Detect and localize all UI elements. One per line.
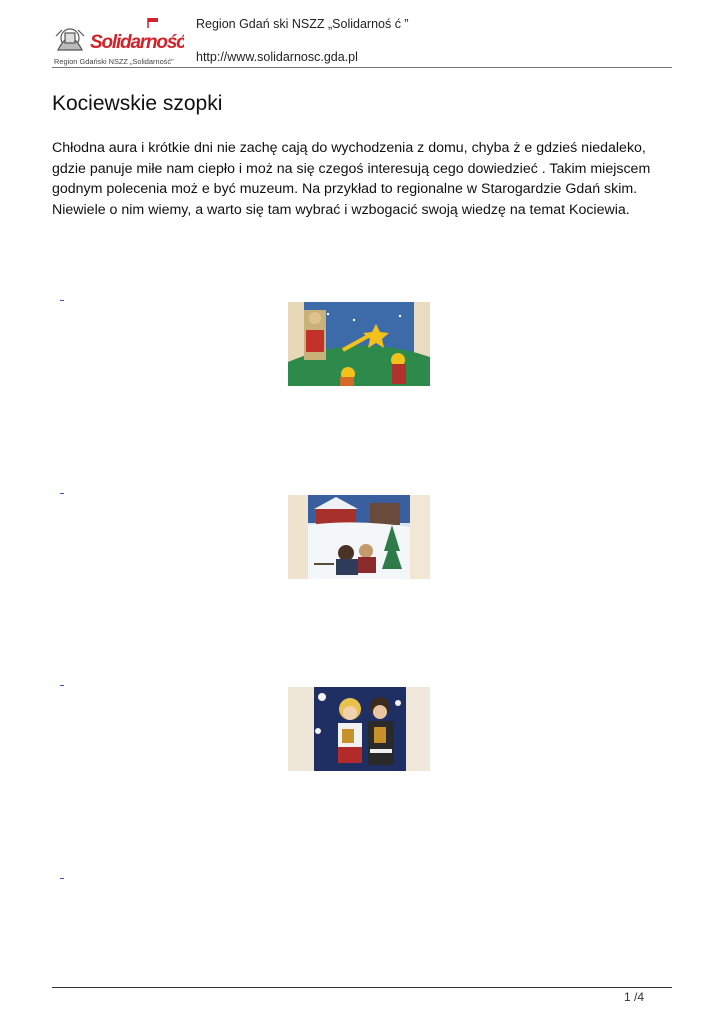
page-number: 1 /4 <box>624 990 645 1004</box>
logo-subtext: Region Gdański NSZZ „Solidarność” <box>54 57 174 66</box>
header-title: Region Gdań ski NSZZ „Solidarnoś ć ” <box>196 17 409 31</box>
header-divider <box>52 67 672 68</box>
article-paragraph <box>52 138 692 220</box>
paragraph-line: godnym polecenia moż e być muzeum. Na przykład to regionalne w Starogardzie Gdań skim. <box>52 181 638 197</box>
image-link-marker[interactable] <box>60 878 64 879</box>
image-link-marker[interactable] <box>60 685 64 686</box>
footer-divider <box>52 987 672 988</box>
logo-wordmark: Solidarność <box>90 32 184 53</box>
paragraph-line: Chłodna aura i krótkie dni nie zachę cają do wychodzenia z domu, chyba ż e gdzieś niedaleko, <box>52 140 646 156</box>
winter-village-painting[interactable] <box>288 495 430 579</box>
paragraph-line: Niewiele o nim wiemy, a warto się tam wybrać i wzbogacić swoją wiedzę na temat Kociewia. <box>52 201 630 218</box>
image-link-marker[interactable] <box>60 300 64 301</box>
nativity-star-painting[interactable] <box>288 302 430 386</box>
crest-icon <box>56 29 84 50</box>
header-url[interactable]: http://www.solidarnosc.gda.pl <box>196 50 358 64</box>
carolers-painting[interactable] <box>288 687 430 771</box>
paragraph-line: gdzie panuje miłe nam ciepło i moż na się czegoś interesują cego dowiedzieć . Takim miejscem <box>52 160 651 177</box>
image-link-marker[interactable] <box>60 493 64 494</box>
article-title: Kociewskie szopki <box>52 92 223 115</box>
solidarnosc-logo <box>52 16 184 68</box>
